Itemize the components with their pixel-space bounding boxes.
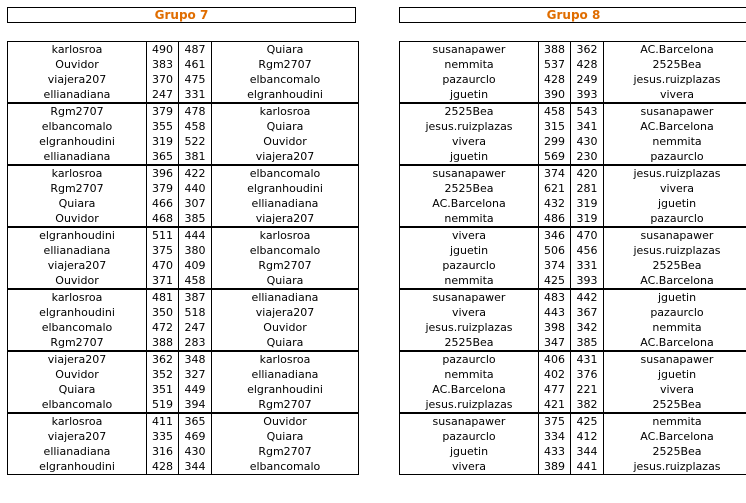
away-score: 518 bbox=[179, 305, 212, 320]
away-player: 2525Bea bbox=[652, 398, 702, 411]
home-score: 335 bbox=[147, 429, 179, 444]
match-row bbox=[400, 459, 746, 475]
away-score: 367 bbox=[571, 305, 604, 320]
away-score: 522 bbox=[179, 134, 212, 149]
match-row bbox=[400, 57, 746, 72]
match-row bbox=[8, 305, 359, 320]
home-player: 2525Bea bbox=[444, 182, 494, 195]
away-player: elgranhoudini bbox=[247, 383, 323, 396]
home-player: pazaurclo bbox=[442, 73, 496, 86]
home-player: susanapawer bbox=[400, 413, 539, 429]
away-player: AC.Barcelona bbox=[640, 120, 714, 133]
match-row bbox=[8, 227, 359, 243]
away-player: Quiara bbox=[266, 274, 304, 287]
away-score: 283 bbox=[179, 335, 212, 351]
home-score: 319 bbox=[147, 134, 179, 149]
match-row bbox=[8, 103, 359, 119]
home-player: elbancomalo bbox=[41, 321, 113, 334]
home-player: nemmita bbox=[444, 274, 494, 287]
home-score: 347 bbox=[539, 335, 571, 351]
away-score: 441 bbox=[571, 459, 604, 475]
home-score: 519 bbox=[147, 397, 179, 413]
home-score: 365 bbox=[147, 149, 179, 165]
away-player: AC.Barcelona bbox=[640, 336, 714, 349]
away-player: 2525Bea bbox=[652, 259, 702, 272]
match-row bbox=[8, 181, 359, 196]
away-player: Quiara bbox=[266, 336, 304, 349]
away-score: 469 bbox=[179, 429, 212, 444]
home-score: 374 bbox=[539, 258, 571, 273]
away-score: 387 bbox=[179, 289, 212, 305]
match-row bbox=[400, 413, 746, 429]
away-score: 478 bbox=[179, 103, 212, 119]
group-7-panel bbox=[7, 7, 356, 475]
home-score: 466 bbox=[147, 196, 179, 211]
match-row bbox=[8, 335, 359, 351]
home-score: 388 bbox=[539, 42, 571, 58]
away-player: AC.Barcelona bbox=[640, 430, 714, 443]
home-score: 486 bbox=[539, 211, 571, 227]
match-row bbox=[8, 72, 359, 87]
away-player: Quiara bbox=[266, 430, 304, 443]
home-score: 483 bbox=[539, 289, 571, 305]
match-row bbox=[8, 211, 359, 227]
home-player: Ouvidor bbox=[55, 212, 99, 225]
home-player: susanapawer bbox=[400, 42, 539, 58]
away-player: jesus.ruizplazas bbox=[633, 460, 721, 473]
match-row bbox=[400, 429, 746, 444]
home-score: 375 bbox=[539, 413, 571, 429]
away-player: jesus.ruizplazas bbox=[604, 165, 746, 181]
home-score: 375 bbox=[147, 243, 179, 258]
match-row bbox=[400, 134, 746, 149]
match-row bbox=[8, 382, 359, 397]
match-row bbox=[400, 103, 746, 119]
match-row bbox=[400, 444, 746, 459]
match-row bbox=[400, 149, 746, 165]
away-player: Ouvidor bbox=[263, 321, 307, 334]
home-player: pazaurclo bbox=[442, 259, 496, 272]
home-score: 370 bbox=[147, 72, 179, 87]
home-score: 374 bbox=[539, 165, 571, 181]
away-score: 331 bbox=[179, 87, 212, 103]
away-player: 2525Bea bbox=[652, 58, 702, 71]
match-row bbox=[8, 57, 359, 72]
away-player: nemmita bbox=[652, 135, 702, 148]
home-score: 379 bbox=[147, 181, 179, 196]
group-7-rows bbox=[8, 42, 359, 475]
away-player: Quiara bbox=[266, 120, 304, 133]
away-score: 249 bbox=[571, 72, 604, 87]
match-row bbox=[400, 382, 746, 397]
away-score: 543 bbox=[571, 103, 604, 119]
home-player: Rgm2707 bbox=[50, 182, 104, 195]
home-player: ellianadiana bbox=[43, 88, 111, 101]
away-score: 307 bbox=[179, 196, 212, 211]
away-score: 430 bbox=[571, 134, 604, 149]
away-player: Rgm2707 bbox=[258, 398, 312, 411]
home-score: 351 bbox=[147, 382, 179, 397]
away-player: Rgm2707 bbox=[258, 58, 312, 71]
away-player: Rgm2707 bbox=[258, 445, 312, 458]
group-title: Grupo 7 bbox=[7, 7, 356, 23]
home-score: 458 bbox=[539, 103, 571, 119]
home-score: 511 bbox=[147, 227, 179, 243]
away-score: 442 bbox=[571, 289, 604, 305]
home-score: 470 bbox=[147, 258, 179, 273]
home-player: Quiara bbox=[58, 197, 96, 210]
away-player: elbancomalo bbox=[249, 73, 321, 86]
home-score: 477 bbox=[539, 382, 571, 397]
away-score: 440 bbox=[179, 181, 212, 196]
away-player: susanapawer bbox=[604, 103, 746, 119]
match-row bbox=[400, 258, 746, 273]
away-player: elgranhoudini bbox=[247, 182, 323, 195]
home-player: ellianadiana bbox=[43, 445, 111, 458]
away-score: 394 bbox=[179, 397, 212, 413]
match-row bbox=[8, 367, 359, 382]
match-row bbox=[400, 211, 746, 227]
away-player: ellianadiana bbox=[212, 289, 359, 305]
match-row bbox=[8, 149, 359, 165]
home-player: 2525Bea bbox=[400, 103, 539, 119]
away-player: jesus.ruizplazas bbox=[633, 73, 721, 86]
home-score: 428 bbox=[539, 72, 571, 87]
home-player: Ouvidor bbox=[55, 368, 99, 381]
home-player: karlosroa bbox=[8, 413, 147, 429]
home-player: vivera bbox=[451, 135, 487, 148]
match-row bbox=[400, 165, 746, 181]
away-player: AC.Barcelona bbox=[640, 274, 714, 287]
home-player: vivera bbox=[451, 460, 487, 473]
home-score: 390 bbox=[539, 87, 571, 103]
away-score: 381 bbox=[179, 149, 212, 165]
match-row bbox=[400, 243, 746, 258]
home-player: elgranhoudini bbox=[39, 306, 115, 319]
match-row bbox=[8, 87, 359, 103]
home-player: pazaurclo bbox=[442, 430, 496, 443]
away-score: 422 bbox=[179, 165, 212, 181]
away-player: pazaurclo bbox=[650, 150, 704, 163]
home-player: karlosroa bbox=[8, 289, 147, 305]
match-row bbox=[400, 367, 746, 382]
match-row bbox=[8, 196, 359, 211]
away-player: viajera207 bbox=[255, 150, 315, 163]
match-row bbox=[8, 165, 359, 181]
home-player: Ouvidor bbox=[55, 274, 99, 287]
group-8-rows bbox=[400, 42, 746, 475]
away-score: 430 bbox=[179, 444, 212, 459]
away-score: 319 bbox=[571, 211, 604, 227]
away-player: elbancomalo bbox=[249, 244, 321, 257]
away-player: vivera bbox=[659, 88, 695, 101]
away-player: jguetin bbox=[604, 289, 746, 305]
match-row bbox=[8, 42, 359, 58]
away-score: 221 bbox=[571, 382, 604, 397]
home-player: ellianadiana bbox=[43, 150, 111, 163]
home-score: 443 bbox=[539, 305, 571, 320]
match-row bbox=[400, 181, 746, 196]
match-row bbox=[400, 227, 746, 243]
away-score: 342 bbox=[571, 320, 604, 335]
home-score: 481 bbox=[147, 289, 179, 305]
home-player: vivera bbox=[400, 227, 539, 243]
home-score: 388 bbox=[147, 335, 179, 351]
home-player: vivera bbox=[451, 306, 487, 319]
home-score: 432 bbox=[539, 196, 571, 211]
home-player: viajera207 bbox=[47, 73, 107, 86]
away-player: karlosroa bbox=[212, 103, 359, 119]
away-score: 331 bbox=[571, 258, 604, 273]
home-score: 389 bbox=[539, 459, 571, 475]
match-row bbox=[8, 320, 359, 335]
away-player: karlosroa bbox=[212, 351, 359, 367]
home-player: Ouvidor bbox=[55, 58, 99, 71]
home-player: nemmita bbox=[444, 212, 494, 225]
home-score: 406 bbox=[539, 351, 571, 367]
away-score: 385 bbox=[179, 211, 212, 227]
group-8-results-table bbox=[399, 41, 746, 475]
match-row bbox=[400, 196, 746, 211]
away-score: 458 bbox=[179, 273, 212, 289]
away-score: 449 bbox=[179, 382, 212, 397]
home-player: jguetin bbox=[449, 150, 489, 163]
home-player: jesus.ruizplazas bbox=[425, 398, 513, 411]
home-score: 411 bbox=[147, 413, 179, 429]
home-player: AC.Barcelona bbox=[432, 383, 506, 396]
home-player: susanapawer bbox=[400, 165, 539, 181]
away-score: 487 bbox=[179, 42, 212, 58]
away-player: elbancomalo bbox=[249, 460, 321, 473]
home-score: 490 bbox=[147, 42, 179, 58]
match-row bbox=[400, 42, 746, 58]
away-score: 327 bbox=[179, 367, 212, 382]
away-player: vivera bbox=[659, 383, 695, 396]
away-player: elgranhoudini bbox=[247, 88, 323, 101]
match-row bbox=[400, 351, 746, 367]
home-score: 569 bbox=[539, 149, 571, 165]
away-player: pazaurclo bbox=[650, 212, 704, 225]
away-player: Rgm2707 bbox=[258, 259, 312, 272]
away-score: 385 bbox=[571, 335, 604, 351]
away-score: 319 bbox=[571, 196, 604, 211]
home-score: 383 bbox=[147, 57, 179, 72]
away-score: 428 bbox=[571, 57, 604, 72]
home-player: Rgm2707 bbox=[8, 103, 147, 119]
group-8-panel bbox=[399, 7, 746, 475]
home-player: elgranhoudini bbox=[39, 460, 115, 473]
home-player: jesus.ruizplazas bbox=[425, 120, 513, 133]
match-row bbox=[8, 413, 359, 429]
away-player: Ouvidor bbox=[263, 135, 307, 148]
away-score: 230 bbox=[571, 149, 604, 165]
away-player: pazaurclo bbox=[650, 306, 704, 319]
home-score: 506 bbox=[539, 243, 571, 258]
away-score: 281 bbox=[571, 181, 604, 196]
match-row bbox=[8, 429, 359, 444]
away-player: susanapawer bbox=[604, 227, 746, 243]
away-score: 365 bbox=[179, 413, 212, 429]
home-score: 299 bbox=[539, 134, 571, 149]
match-row bbox=[400, 397, 746, 413]
match-row bbox=[400, 335, 746, 351]
home-player: karlosroa bbox=[8, 42, 147, 58]
away-score: 431 bbox=[571, 351, 604, 367]
home-score: 472 bbox=[147, 320, 179, 335]
away-player: Quiara bbox=[212, 42, 359, 58]
away-score: 409 bbox=[179, 258, 212, 273]
home-player: ellianadiana bbox=[43, 244, 111, 257]
away-player: susanapawer bbox=[604, 351, 746, 367]
away-player: Ouvidor bbox=[212, 413, 359, 429]
home-score: 334 bbox=[539, 429, 571, 444]
home-player: elbancomalo bbox=[41, 120, 113, 133]
away-score: 420 bbox=[571, 165, 604, 181]
home-player: AC.Barcelona bbox=[432, 197, 506, 210]
match-row bbox=[400, 72, 746, 87]
away-player: nemmita bbox=[652, 321, 702, 334]
away-score: 362 bbox=[571, 42, 604, 58]
away-score: 393 bbox=[571, 87, 604, 103]
match-row bbox=[400, 119, 746, 134]
away-score: 341 bbox=[571, 119, 604, 134]
away-score: 382 bbox=[571, 397, 604, 413]
match-row bbox=[8, 119, 359, 134]
home-score: 316 bbox=[147, 444, 179, 459]
match-row bbox=[400, 305, 746, 320]
away-player: karlosroa bbox=[212, 227, 359, 243]
away-player: jguetin bbox=[657, 197, 697, 210]
away-score: 247 bbox=[179, 320, 212, 335]
match-row bbox=[8, 289, 359, 305]
home-score: 352 bbox=[147, 367, 179, 382]
away-score: 461 bbox=[179, 57, 212, 72]
match-row bbox=[8, 134, 359, 149]
match-row bbox=[400, 289, 746, 305]
home-score: 315 bbox=[539, 119, 571, 134]
away-player: viajera207 bbox=[255, 212, 315, 225]
home-player: karlosroa bbox=[8, 165, 147, 181]
match-row bbox=[8, 444, 359, 459]
home-player: Quiara bbox=[58, 383, 96, 396]
match-row bbox=[8, 273, 359, 289]
away-score: 425 bbox=[571, 413, 604, 429]
home-score: 421 bbox=[539, 397, 571, 413]
home-player: viajera207 bbox=[8, 351, 147, 367]
home-player: viajera207 bbox=[47, 259, 107, 272]
away-player: nemmita bbox=[604, 413, 746, 429]
match-row bbox=[8, 397, 359, 413]
home-score: 379 bbox=[147, 103, 179, 119]
home-score: 346 bbox=[539, 227, 571, 243]
home-score: 396 bbox=[147, 165, 179, 181]
home-player: Rgm2707 bbox=[50, 336, 104, 349]
away-player: ellianadiana bbox=[251, 197, 319, 210]
away-score: 393 bbox=[571, 273, 604, 289]
away-score: 470 bbox=[571, 227, 604, 243]
home-player: jguetin bbox=[449, 88, 489, 101]
home-player: susanapawer bbox=[400, 289, 539, 305]
home-player: elgranhoudini bbox=[39, 135, 115, 148]
home-player: nemmita bbox=[444, 368, 494, 381]
home-score: 247 bbox=[147, 87, 179, 103]
group-7-results-table bbox=[7, 41, 359, 475]
home-player: viajera207 bbox=[47, 430, 107, 443]
away-score: 412 bbox=[571, 429, 604, 444]
away-player: AC.Barcelona bbox=[604, 42, 746, 58]
away-player: elbancomalo bbox=[212, 165, 359, 181]
away-score: 380 bbox=[179, 243, 212, 258]
home-player: pazaurclo bbox=[400, 351, 539, 367]
away-score: 348 bbox=[179, 351, 212, 367]
home-score: 355 bbox=[147, 119, 179, 134]
away-player: viajera207 bbox=[255, 306, 315, 319]
home-score: 433 bbox=[539, 444, 571, 459]
away-score: 344 bbox=[571, 444, 604, 459]
away-score: 444 bbox=[179, 227, 212, 243]
away-score: 344 bbox=[179, 459, 212, 475]
match-row bbox=[400, 320, 746, 335]
home-score: 468 bbox=[147, 211, 179, 227]
home-player: elbancomalo bbox=[41, 398, 113, 411]
away-player: 2525Bea bbox=[652, 445, 702, 458]
home-score: 537 bbox=[539, 57, 571, 72]
away-player: jesus.ruizplazas bbox=[633, 244, 721, 257]
match-row bbox=[400, 273, 746, 289]
away-player: vivera bbox=[659, 182, 695, 195]
home-score: 362 bbox=[147, 351, 179, 367]
home-score: 402 bbox=[539, 367, 571, 382]
home-player: elgranhoudini bbox=[8, 227, 147, 243]
away-player: ellianadiana bbox=[251, 368, 319, 381]
home-player: jesus.ruizplazas bbox=[425, 321, 513, 334]
home-score: 428 bbox=[147, 459, 179, 475]
home-score: 371 bbox=[147, 273, 179, 289]
home-score: 425 bbox=[539, 273, 571, 289]
home-score: 350 bbox=[147, 305, 179, 320]
away-score: 376 bbox=[571, 367, 604, 382]
home-player: 2525Bea bbox=[444, 336, 494, 349]
home-player: jguetin bbox=[449, 244, 489, 257]
home-player: jguetin bbox=[449, 445, 489, 458]
home-score: 621 bbox=[539, 181, 571, 196]
match-row bbox=[400, 87, 746, 103]
away-score: 475 bbox=[179, 72, 212, 87]
home-score: 398 bbox=[539, 320, 571, 335]
match-row bbox=[8, 351, 359, 367]
group-title: Grupo 8 bbox=[399, 7, 746, 23]
match-row bbox=[8, 459, 359, 475]
home-player: nemmita bbox=[444, 58, 494, 71]
away-player: jguetin bbox=[657, 368, 697, 381]
away-score: 456 bbox=[571, 243, 604, 258]
away-score: 458 bbox=[179, 119, 212, 134]
match-row bbox=[8, 243, 359, 258]
match-row bbox=[8, 258, 359, 273]
